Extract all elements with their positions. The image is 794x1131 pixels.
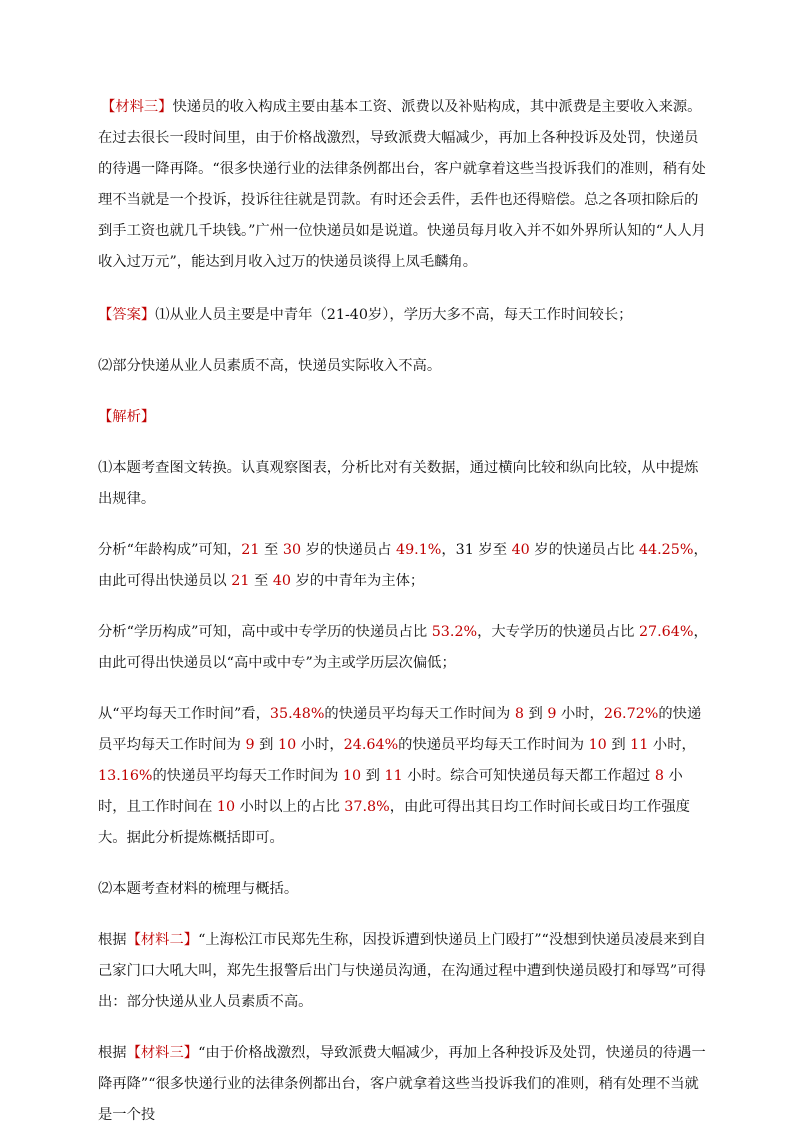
analysis-tag: 【解析】	[98, 409, 156, 425]
answer-line-2: ⑵部分快递从业人员素质不高，快递员实际收入不高。	[98, 358, 442, 374]
material3-ref-tag: 【材料三】	[126, 1045, 199, 1061]
analysis-part2: ⑵本题考查材料的梳理与概括。	[98, 881, 299, 897]
document-body	[98, 92, 710, 1131]
analysis-age-paragraph: 分析“年龄构成”可知，21 至 30 岁的快递员占 49.1%，31 岁至 40 岁的快递员占比 44.25%，由此可得出快递员以 21 至 40 岁的中青年为主体；	[98, 542, 708, 589]
analysis-hours-paragraph: 从“平均每天工作时间”看，35.48%的快递员平均每天工作时间为 8 到 9 小时，26.72%的快递员平均每天工作时间为 9 到 10 小时，24.64%的快递员平均每天工作时间为 10 到 11 小时，13.16%的快递员平均每天工作时间为 10 到 11 小时。综合可知快递员每天都工作超过 8 小时，且工作时间在 10 小时以上的占比 37.8%，由此可得出其日均工作时间长或日均工作强度大。据此分析提炼概括即可。	[98, 706, 702, 846]
material3-text: 快递员的收入构成主要由基本工资、派费以及补贴构成，其中派费是主要收入来源。在过去很长一段时间里，由于价格战激烈，导致派费大幅减少，再加上各种投诉及处罚，快递员的待遇一降再降。“很多快递行业的法律条例都出台，客户就拿着这些当投诉我们的准则，稍有处理不当就是一个投诉，投诉往往就是罚款。有时还会丢件，丢件也还得赔偿。总之各项扣除后的到手工资也就几千块钱。”广州一位快递员如是说道。快递员每月收入并不如外界所认知的“人人月收入过万元”，能达到月收入过万的快递员谈得上凤毛麟角。	[98, 99, 706, 270]
answer-line-1: 【答案】⑴从业人员主要是中青年（21-40岁），学历大多不高，每天工作时间较长；	[98, 307, 633, 323]
answer-tag: 【答案】	[98, 307, 156, 323]
analysis-edu-paragraph: 分析“学历构成”可知，高中或中专学历的快递员占比 53.2%，大专学历的快递员占比 27.64%，由此可得出快递员以“高中或中专”为主或学历层次偏低；	[98, 624, 708, 671]
material3-tag: 【材料三】	[101, 99, 173, 115]
analysis-intro: ⑴本题考查图文转换。认真观察图表，分析比对有关数据，通过横向比较和纵向比较，从中提炼出规律。	[98, 460, 699, 507]
analysis-material2-paragraph: 根据【材料二】“上海松江市民郑先生称，因投诉遭到快递员上门殴打”“没想到快递员凌晨来到自己家门口大吼大叫，郑先生报警后出门与快递员沟通，在沟通过程中遭到快递员殴打和辱骂”可得出：部分快递从业人员素质不高。	[98, 932, 707, 1010]
material2-tag: 【材料二】	[126, 932, 199, 948]
analysis-material3-paragraph: 根据【材料三】“由于价格战激烈，导致派费大幅减少，再加上各种投诉及处罚，快递员的待遇一降再降”“很多快递行业的法律条例都出台，客户就拿着这些当投诉我们的准则，稍有处理不当就是一个投	[98, 1045, 706, 1123]
analysis-heading	[98, 402, 710, 433]
material3-paragraph	[98, 92, 710, 278]
